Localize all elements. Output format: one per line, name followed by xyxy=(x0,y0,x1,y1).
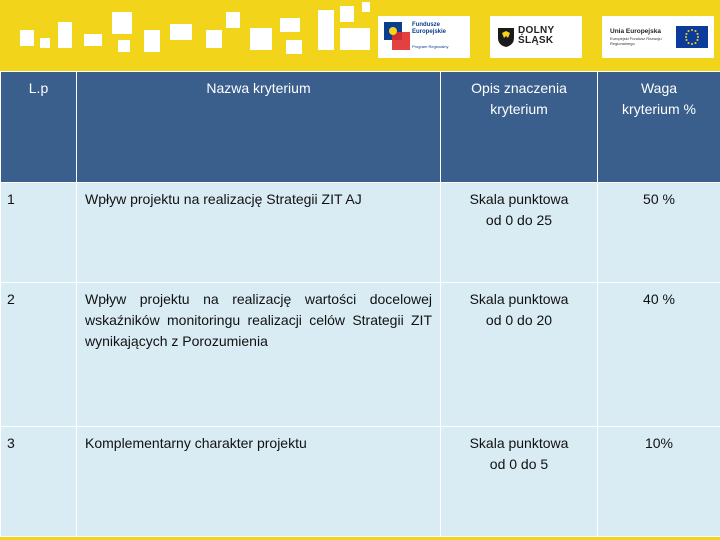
header-name: Nazwa kryterium xyxy=(77,72,441,183)
cell-weight: 10% xyxy=(598,427,720,537)
decorative-square xyxy=(170,24,192,40)
logo-fe-subtitle: Program Regionalny xyxy=(412,44,449,49)
cell-desc: Skala punktowa od 0 do 5 xyxy=(441,427,598,537)
decorative-square xyxy=(226,12,240,28)
cell-weight: 50 % xyxy=(598,183,720,283)
table-row xyxy=(1,427,720,537)
cell-lp: 2 xyxy=(1,283,77,427)
cell-desc: Skala punktowa od 0 do 25 xyxy=(441,183,598,283)
decorative-square xyxy=(20,30,34,46)
cell-name: Wpływ projektu na realizację Strategii ZIT AJ xyxy=(77,183,441,283)
decorative-square xyxy=(340,28,370,50)
cell-name: Komplementarny charakter projektu xyxy=(77,427,441,537)
cell-desc: Skala punktowa od 0 do 20 xyxy=(441,283,598,427)
decorative-square xyxy=(318,10,334,50)
decorative-square xyxy=(58,22,72,48)
table-row xyxy=(1,183,720,283)
decorative-square xyxy=(144,30,160,52)
decorative-square xyxy=(280,18,300,32)
logo-unia-europejska xyxy=(602,16,714,58)
logo-dolny-slask xyxy=(490,16,582,58)
decorative-square xyxy=(112,12,132,34)
eu-flag-icon xyxy=(676,26,708,48)
eagle-crest-icon xyxy=(496,26,516,48)
decorative-square xyxy=(206,30,222,48)
cell-lp: 1 xyxy=(1,183,77,283)
criteria-table xyxy=(0,71,720,531)
logo-fe-line2: Europejskie xyxy=(412,29,447,35)
logo-fe-line1: Fundusze xyxy=(412,22,440,28)
header-desc: Opis znaczenia kryterium xyxy=(441,72,598,183)
header-lp: L.p xyxy=(1,72,77,183)
logo-ds-line1: DOLNY xyxy=(518,25,555,36)
table-header-row xyxy=(1,72,720,183)
decorative-square xyxy=(40,38,50,48)
decorative-square xyxy=(362,2,370,12)
cell-lp: 3 xyxy=(1,427,77,537)
header-weight: Waga kryterium % xyxy=(598,72,720,183)
header-banner xyxy=(0,0,720,70)
cell-name: Wpływ projektu na realizację wartości docelowej wskaźników monitoringu realizacji celów Strategii ZIT wynikających z Porozumienia xyxy=(77,283,441,427)
cell-weight: 40 % xyxy=(598,283,720,427)
decorative-square xyxy=(118,40,130,52)
logo-ds-line2: ŚLĄSK xyxy=(518,35,554,46)
logo-ue-line2: Europejski Fundusz Rozwoju Regionalnego xyxy=(610,36,662,46)
fundusze-europejskie-icon xyxy=(384,22,412,52)
logo-fundusze-europejskie xyxy=(378,16,470,58)
table-row xyxy=(1,283,720,427)
decorative-square xyxy=(84,34,102,46)
decorative-square xyxy=(286,40,302,54)
decorative-square xyxy=(250,28,272,50)
logo-ue-line1: Unia Europejska xyxy=(610,28,661,35)
decorative-square xyxy=(340,6,354,22)
